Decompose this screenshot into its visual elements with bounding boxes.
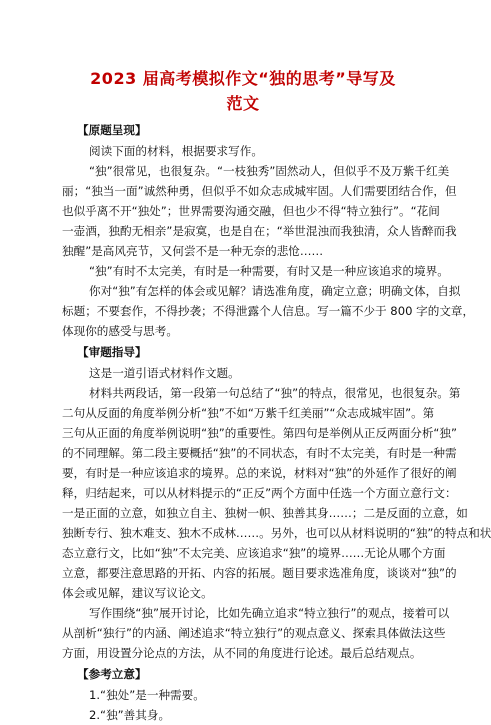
paragraph-line: 写作围绕“独”展开讨论，比如先确立追求“特立独行”的观点，接着可以 [89, 606, 450, 620]
document-title-line1: 2023 届高考模拟作文“独的思考”导写及 [90, 69, 396, 88]
section-heading-text: 审题指导 [88, 345, 135, 359]
section-heading [77, 342, 147, 362]
section-heading [77, 664, 147, 684]
paragraph-line: 的不同理解。第二段主要概括“独”的不同状态，有时不太完美，有时是一种需 [62, 446, 457, 460]
paragraph-line: 一是正面的立意，如独立自主、独树一帜、独善其身……；二是反面的立意，如 [62, 506, 468, 520]
paragraph-line: 丽；“独当一面”诚然种勇，但似乎不如众志成城牢固。人们需要团结合作，但 [62, 184, 457, 198]
bracket-right: 】 [135, 123, 147, 137]
bracket-left: 【 [77, 667, 89, 681]
paragraph-line: 体会或见解，建议写议论文。 [62, 586, 213, 600]
section-heading-text: 原题呈现 [88, 123, 135, 137]
bracket-right: 】 [135, 667, 147, 681]
paragraph-line: 这是一道引语式材料作文题。 [89, 366, 240, 380]
paragraph-line: 你对“独”有怎样的体会或见解？请选准角度，确定立意；明确文体，自拟 [89, 284, 461, 298]
paragraph-line: 要，有时是一种应该追求的境界。总的来说，材料对“独”的外延作了很好的阐 [62, 466, 457, 480]
paragraph-line: 立意，都要注意思路的开拓、内容的拓展。题目要求选准角度，谈谈对“独”的 [62, 566, 457, 580]
paragraph-line: 态立意行文，比如“独”不太完美、应该追求“独”的境界……无论从哪个方面 [62, 546, 446, 560]
paragraph-line: 独醒”是高风亮节，又何尝不是一种无奈的悲怆…… [62, 244, 324, 258]
paragraph-line: 方面，用设置分论点的方法，从不同的角度进行论述。最后总结观点。 [62, 646, 422, 660]
paragraph-line: 阅读下面的材料，根据要求写作。 [89, 144, 263, 158]
paragraph-line: 独断专行、独木难支、独木不成林……。另外，也可以从材料说明的“独”的特点和状 [62, 526, 491, 540]
bracket-left: 【 [77, 123, 89, 137]
paragraph-line: 也似乎离不开“独处”；世界需要沟通交融，但也少不得“特立独行”。“花间 [62, 204, 440, 218]
paragraph-line: 一壶酒，独酌无相亲”是寂寞，也是自在；“举世混浊而我独清，众人皆醉而我 [62, 224, 457, 238]
paragraph-line: 2.“独”善其身。 [89, 708, 171, 722]
paragraph-line: 体现你的感受与思考。 [62, 324, 178, 338]
bracket-right: 】 [135, 345, 147, 359]
paragraph-line: 三句从正面的角度举例说明“独”的重要性。第四句是举例从正反两面分析“独” [62, 426, 458, 440]
paragraph-line: 二句从反面的角度举例分析“独”不如“万紫千红美丽”“众志成城牢固”。第 [62, 406, 435, 420]
paragraph-line: 1.“独处”是一种需要。 [89, 688, 205, 702]
paragraph-line: 材料共两段话，第一段第一句总结了“独”的特点，很常见，也很复杂。第 [89, 386, 461, 400]
paragraph-line: 从剖析“独行”的内涵、阐述追求“特立独行”的观点意义、探索具体做法这些 [62, 626, 446, 640]
section-heading-text: 参考立意 [88, 667, 135, 681]
bracket-left: 【 [77, 345, 89, 359]
paragraph-line: “独”很常见，也很复杂。“一枝独秀”固然动人，但似乎不及万紫千红美 [89, 164, 450, 178]
paragraph-line: 释，归结起来，可以从材料提示的“正反”两个方面中任选一个方面立意行文： [62, 486, 457, 500]
paragraph-line: 标题；不要套作，不得抄袭；不得泄露个人信息。写一篇不少于 800 字的文章， [62, 304, 475, 318]
section-heading [77, 120, 147, 140]
document-title-line2: 范文 [226, 94, 260, 113]
paragraph-line: “独”有时不太完美，有时是一种需要，有时又是一种应该追求的境界。 [89, 264, 449, 278]
